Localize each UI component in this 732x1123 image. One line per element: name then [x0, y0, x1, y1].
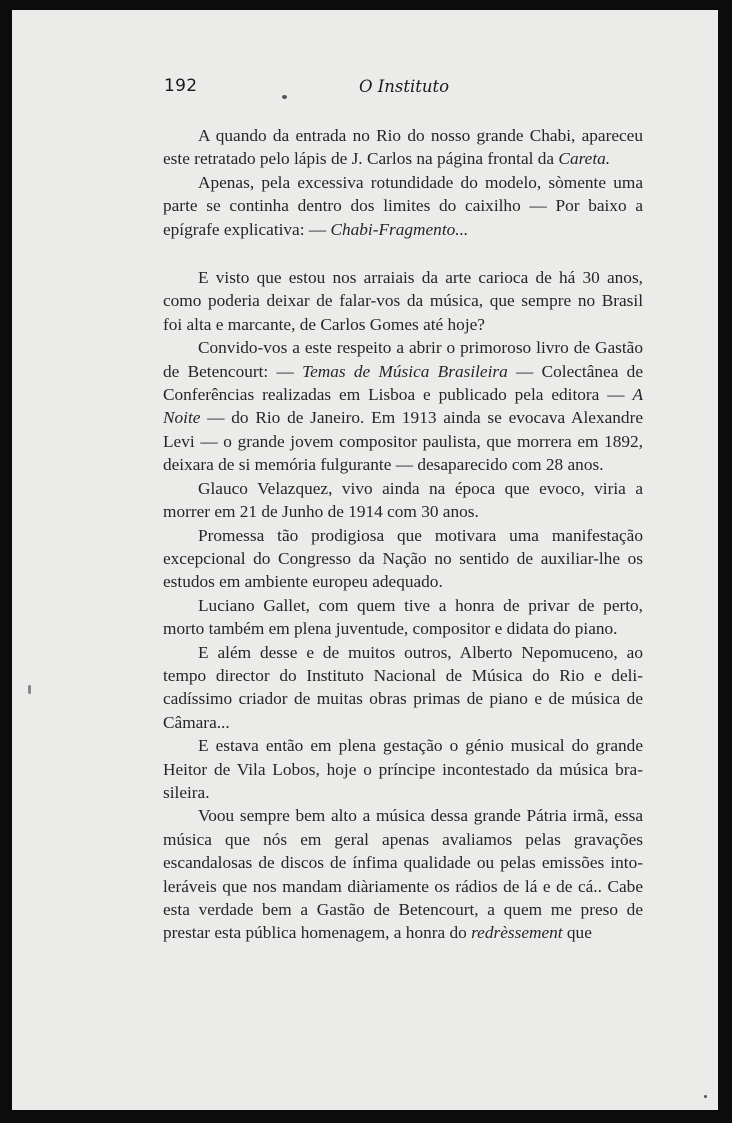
text-segment: — do Rio de Janeiro. Em 1913 ainda se evocava Alexandre Levi — o grande jovem compositor paulista, que morrera em 1892, deixara de si memória fulgurante — desaparecido com 28 anos.: [163, 408, 643, 475]
italic-text: Careta.: [558, 149, 611, 169]
text-segment: E visto que estou nos arraiais da arte carioca de há 30 anos, como poderia deixar de falar-vos da música, que sempre no Brasil foi alta e marcante, de Carlos Gomes até hoje?: [163, 268, 643, 334]
italic-text: Chabi-Fragmento...: [330, 219, 469, 239]
text-segment: A quando da entrada no Rio do nosso grande Chabi, apareceu este retratado pelo lápis de J. Carlos na página frontal da: [163, 126, 643, 169]
paragraph: [163, 641, 643, 735]
text-segment: Glauco Velazquez, vivo ainda na época que evoco, viria a morrer em 21 de Junho de 1914 com 30 anos.: [163, 478, 643, 522]
paragraph: [163, 594, 643, 641]
paragraph: [163, 336, 643, 476]
paragraph: [163, 477, 643, 524]
text-segment: E além desse e de muitos outros, Alberto Nepomuceno, ao tempo director do Instituto Nacional de Música do Rio e delicadíssimo criador de muitas obras primas de piano e de música de Câmara...: [163, 642, 643, 732]
book-page: [12, 10, 718, 1110]
text-segment: Promessa tão prodigiosa que motivara uma manifestação excepcional do Congresso da Nação no sentido de auxiliar-lhe os estudos em ambiente europeu adequado.: [163, 525, 643, 592]
italic-text: A Noite: [163, 385, 643, 428]
italic-text: Temas de Música Brasileira: [302, 361, 508, 381]
paragraph: [163, 171, 643, 241]
scan-speck: [28, 685, 31, 694]
page-number: 192: [164, 76, 198, 96]
scan-speck: [704, 1095, 707, 1098]
text-segment: Apenas, pela excessiva rotundidade do modelo, sòmente uma parte se continha dentro dos limites do caixilho — Por baixo a epígrafe explicativa: —: [163, 172, 643, 239]
body-text: [163, 124, 643, 945]
text-segment: Voou sempre bem alto a música dessa grande Pátria irmã, essa música que nós em geral apenas avaliamos pelas gravações escandalosas de discos de ínfima qualidade ou pelas emissões intoleráveis que nos mandam diàriamente os rádios de lá e de cá.. Cabe esta verdade bem a Gastão de Betencourt, a quem me preso de prestar esta pública homenagem, a honra do: [163, 806, 643, 943]
scan-speck: [282, 95, 287, 99]
text-segment: — Colectânea de Conferências realizadas em Lisboa e publicado pela editora —: [163, 361, 643, 405]
paragraph: [163, 734, 643, 804]
paragraph: [163, 124, 643, 171]
page-header: [164, 76, 662, 104]
running-title: O Instituto: [359, 77, 450, 96]
paragraph: [163, 804, 643, 944]
text-segment: E estava então em plena gestação o génio musical do grande Heitor de Vila Lobos, hoje o príncipe incontestado da música brasileira.: [163, 736, 643, 802]
text-segment: Luciano Gallet, com quem tive a honra de privar de perto, morto também em plena juventude, compositor e didata do piano.: [163, 595, 643, 639]
italic-text: redrèssement: [471, 923, 563, 943]
paragraph: [163, 266, 643, 336]
text-segment: que: [562, 923, 592, 943]
text-segment: Convido-vos a este respeito a abrir o primoroso livro de Gastão de Betencourt: —: [163, 338, 643, 381]
paragraph: [163, 524, 643, 594]
